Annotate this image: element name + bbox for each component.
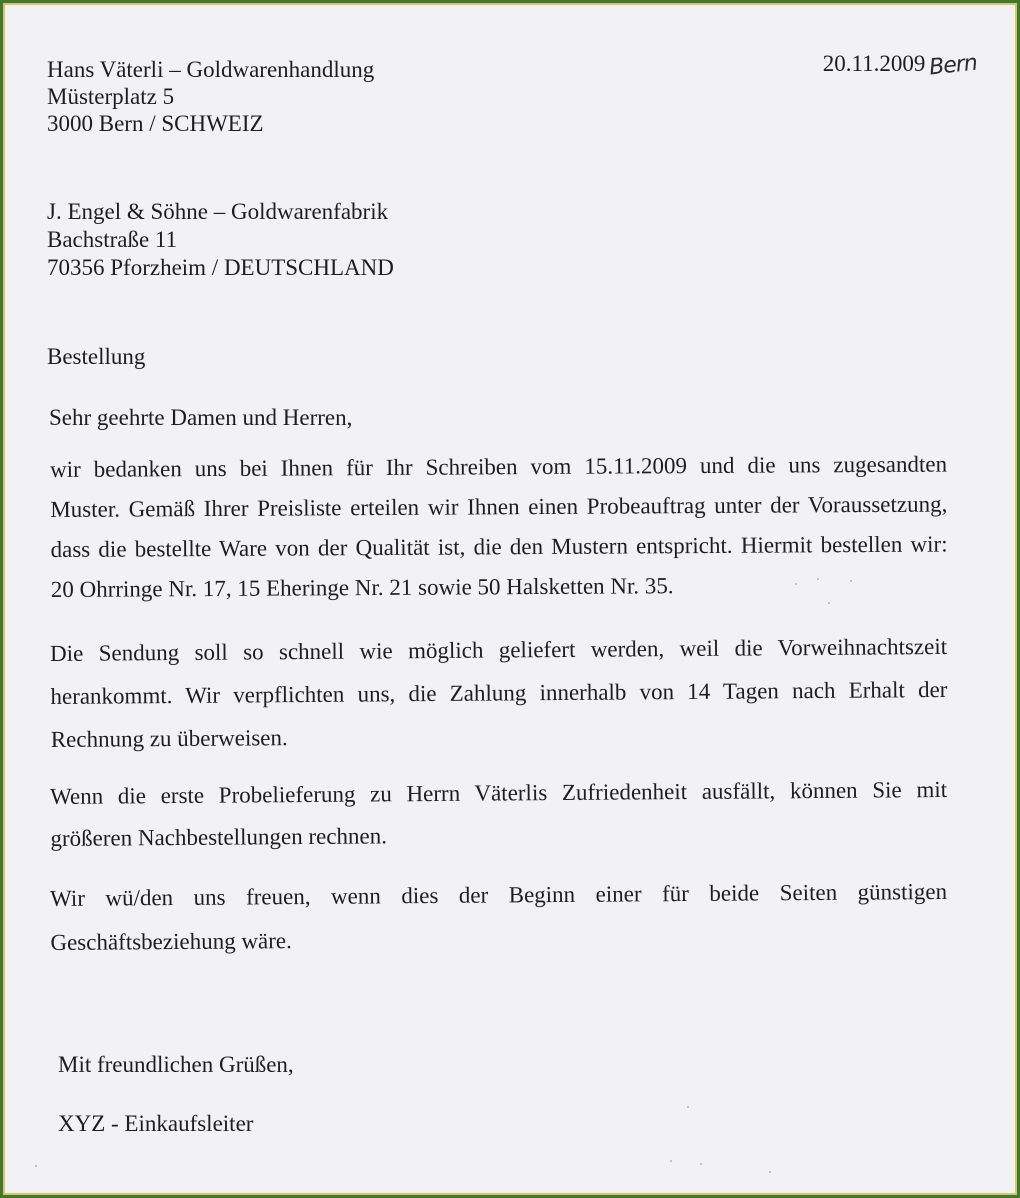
scan-speck bbox=[828, 602, 830, 604]
paragraph-line: größeren Nachbestellungen rechnen. bbox=[50, 823, 388, 851]
paragraph-line: 20 Ohrringe Nr. 17, 15 Eheringe Nr. 21 sowie 50 Halsketten Nr. 35. bbox=[50, 573, 674, 602]
paragraph-line: Die Sendung soll so schnell wie möglich geliefert werden, weil die Vorweihnachtszeit bbox=[49, 633, 948, 666]
paragraph-followup bbox=[50, 778, 948, 869]
recipient-address bbox=[47, 200, 394, 284]
letter-closing: Mit freundlichen Grüßen, bbox=[58, 1052, 294, 1077]
letter-salutation: Sehr geehrte Damen und Herren, bbox=[49, 405, 353, 430]
paragraph-line: Geschäftsbeziehung wäre. bbox=[50, 928, 292, 955]
date-value: 20.11.2009 bbox=[822, 51, 926, 76]
scan-frame-inner bbox=[3, 3, 1017, 1195]
paragraph-line: Wir wü/den uns freuen, wenn dies der Beginn einer für beide Seiten günstigen bbox=[49, 878, 948, 911]
paragraph-relationship bbox=[50, 880, 948, 975]
scan-speck bbox=[35, 1165, 37, 1167]
scan-speck bbox=[687, 1106, 689, 1108]
sender-name: Hans Väterli – Goldwarenhandlung bbox=[47, 57, 375, 82]
sender-address bbox=[47, 58, 374, 139]
letter-date bbox=[822, 50, 979, 81]
scan-speck bbox=[769, 1171, 771, 1173]
scan-speck bbox=[795, 583, 797, 585]
letter-subject: Bestellung bbox=[47, 344, 146, 369]
letter-signer: XYZ - Einkaufsleiter bbox=[58, 1111, 254, 1136]
letter-page bbox=[5, 5, 1015, 1193]
paragraph-line: herankommt. Wir verpflichten uns, die Zahlung innerhalb von 14 Tagen nach Erhalt der bbox=[50, 676, 948, 709]
sender-city: 3000 Bern / SCHWEIZ bbox=[47, 111, 264, 136]
recipient-street: Bachstraße 11 bbox=[47, 227, 178, 252]
paragraph-delivery bbox=[50, 635, 948, 771]
paragraph-line: dass die bestellte Ware von der Qualität ist, die den Mustern entspricht. Hiermit bestellen wir: bbox=[50, 531, 948, 562]
paragraph-order bbox=[50, 453, 948, 618]
scan-speck bbox=[700, 1163, 702, 1165]
recipient-name: J. Engel & Söhne – Goldwarenfabrik bbox=[47, 199, 389, 224]
scan-speck bbox=[850, 580, 852, 582]
paragraph-line: Muster. Gemäß Ihrer Preisliste erteilen wir Ihnen einen Probeauftrag unter der Voraussetzung, bbox=[50, 491, 948, 522]
paragraph-line: Wenn die erste Probelieferung zu Herrn Väterlis Zufriedenheit ausfällt, können Sie mit bbox=[49, 776, 948, 809]
paragraph-line: Rechnung zu überweisen. bbox=[50, 725, 288, 752]
scan-speck bbox=[817, 578, 819, 580]
handwritten-place: Bern bbox=[928, 50, 979, 81]
scan-speck bbox=[670, 1160, 672, 1162]
sender-street: Müsterplatz 5 bbox=[47, 84, 175, 109]
recipient-city: 70356 Pforzheim / DEUTSCHLAND bbox=[47, 255, 394, 280]
paragraph-line: wir bedanken uns bei Ihnen für Ihr Schreiben vom 15.11.2009 und die uns zugesandten bbox=[49, 451, 948, 482]
